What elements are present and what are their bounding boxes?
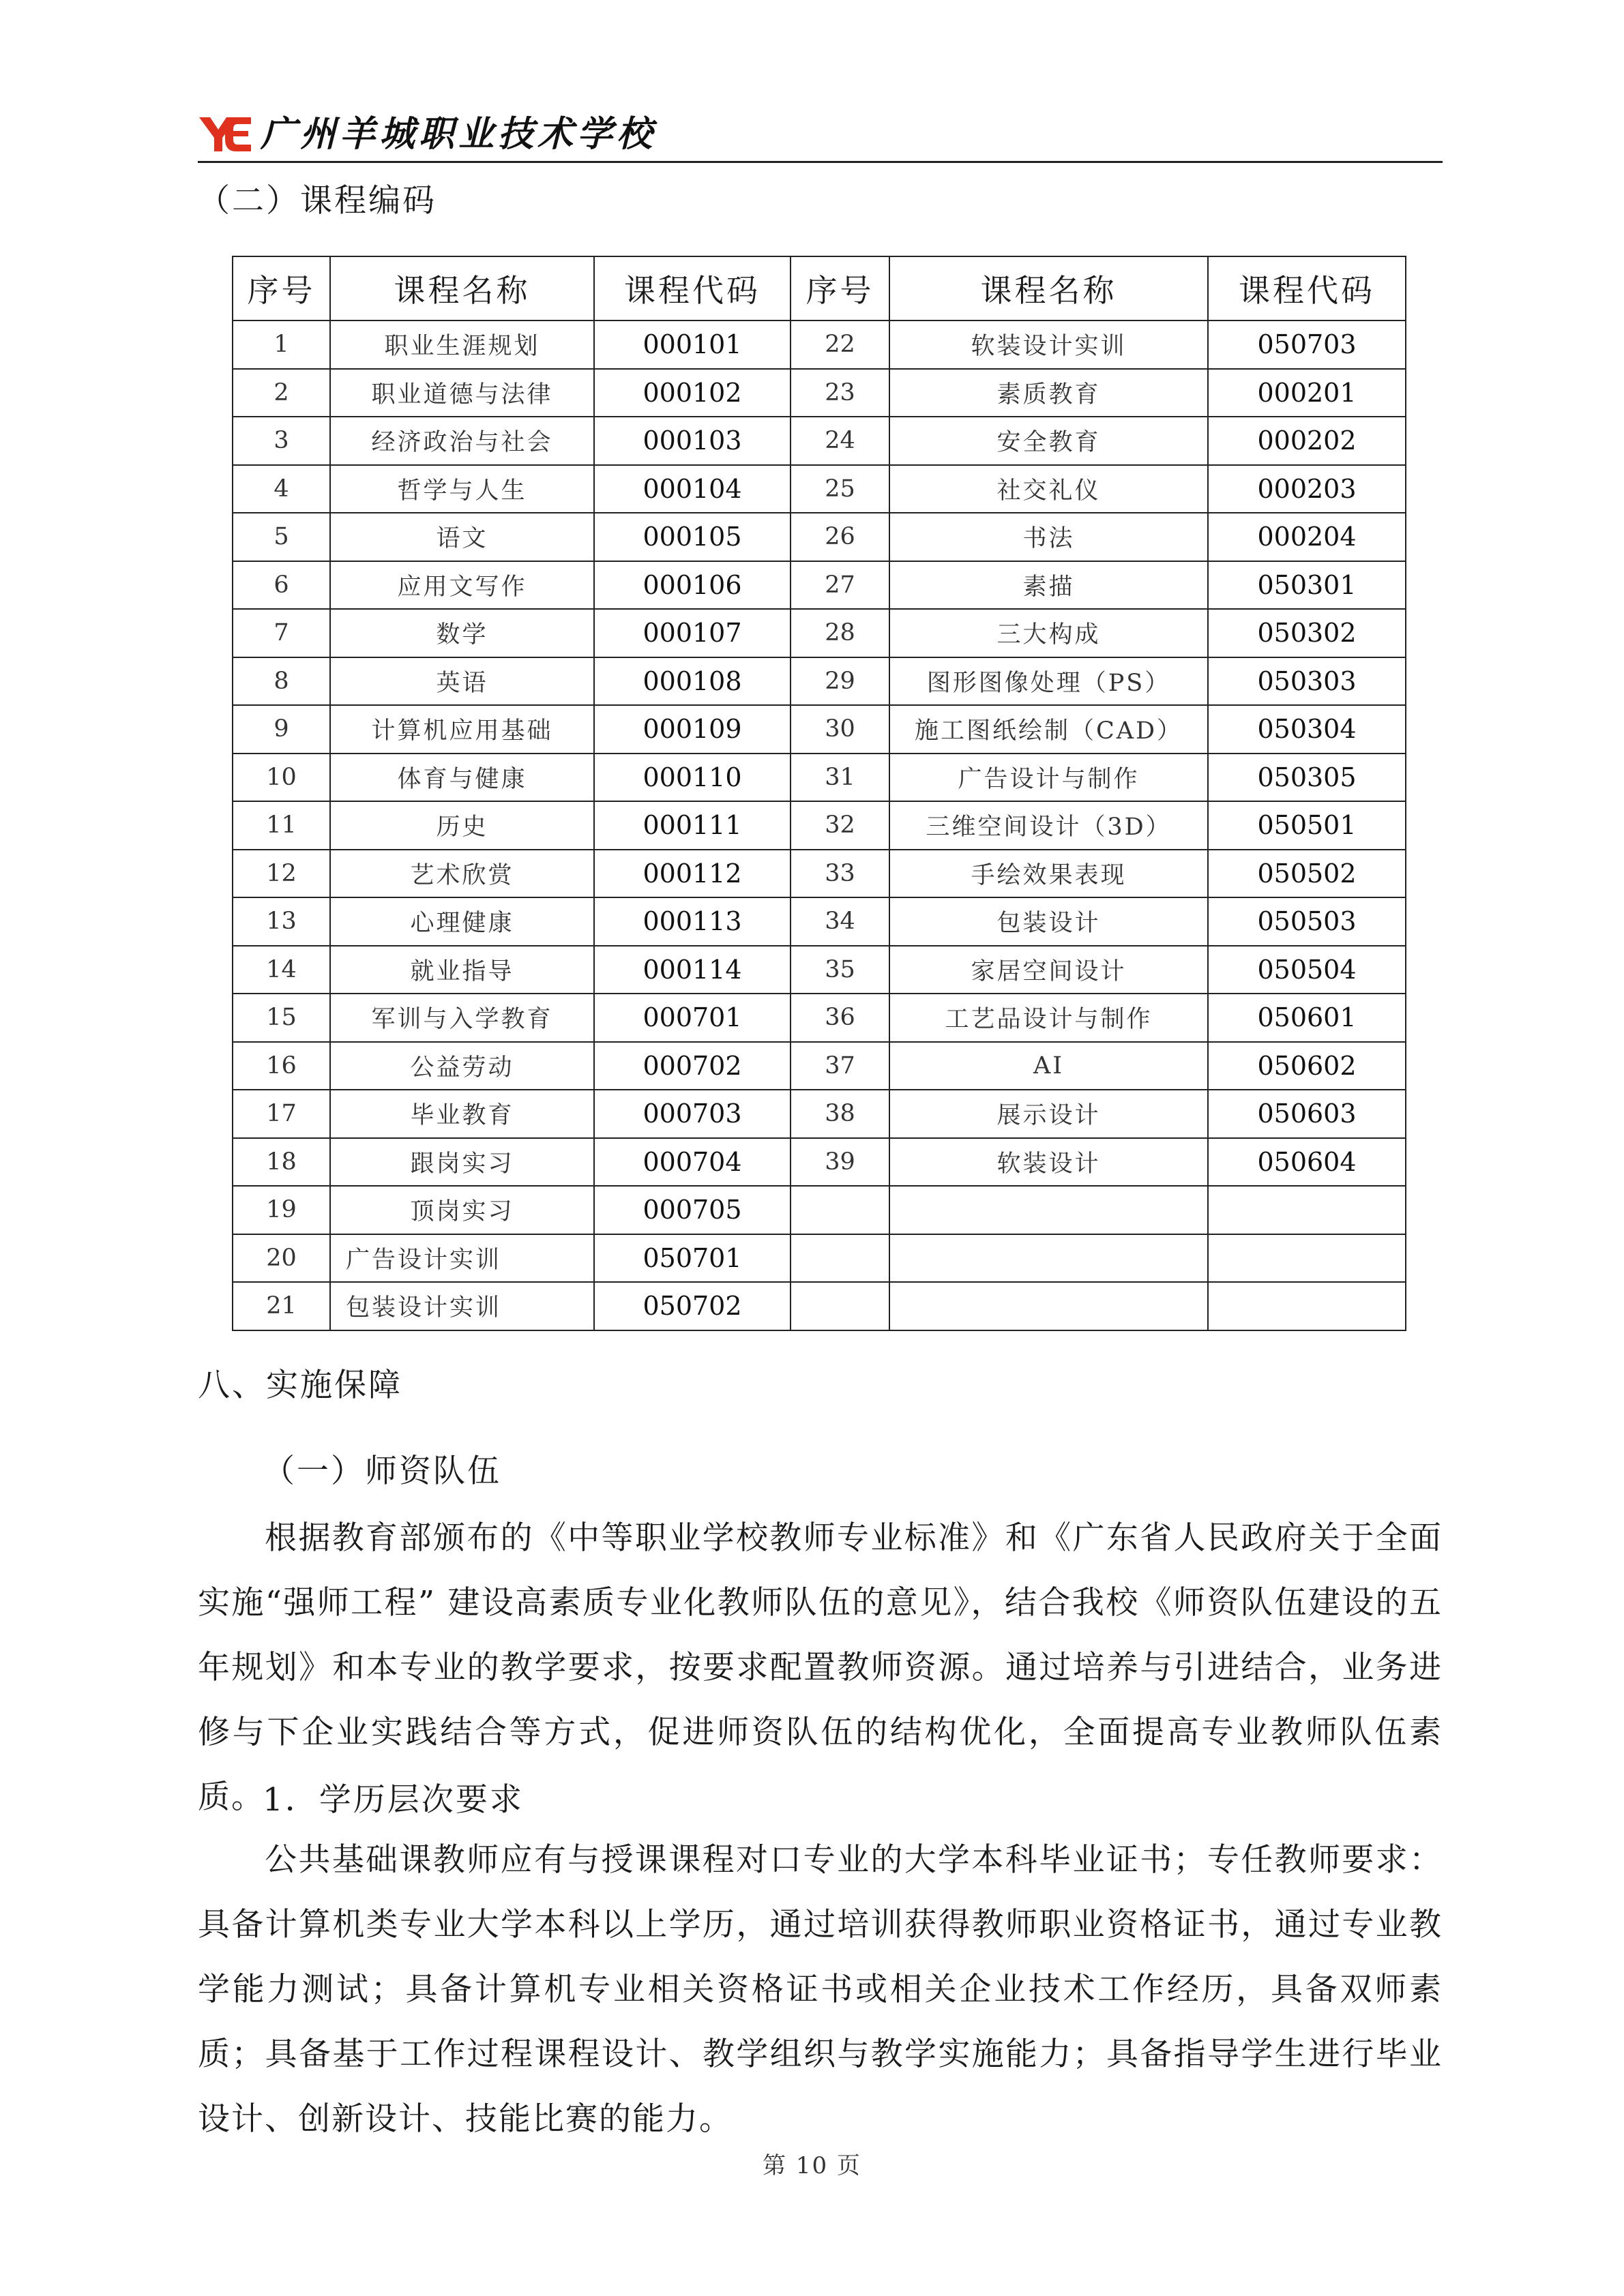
course-code-cell: 050701	[594, 1234, 791, 1283]
seq-cell: 3	[233, 417, 330, 465]
course-name-cell: 包装设计实训	[330, 1282, 594, 1330]
course-name-cell: 三大构成	[889, 609, 1208, 657]
course-code-cell: 000107	[594, 609, 791, 657]
seq-cell: 18	[233, 1138, 330, 1187]
course-name-cell: 施工图纸绘制（CAD）	[889, 705, 1208, 754]
course-code-cell: 000201	[1208, 369, 1406, 417]
seq-cell: 5	[233, 513, 330, 561]
seq-cell: 32	[791, 801, 889, 850]
seq-cell: 13	[233, 897, 330, 946]
table-header-row	[233, 256, 1406, 320]
course-code-cell: 000109	[594, 705, 791, 754]
header-course-code: 课程代码	[1208, 256, 1406, 320]
table-row	[233, 465, 1406, 513]
course-code-cell: 000203	[1208, 465, 1406, 513]
course-code-cell: 050603	[1208, 1090, 1406, 1138]
course-code-cell: 000202	[1208, 417, 1406, 465]
course-name-cell: 展示设计	[889, 1090, 1208, 1138]
course-code-cell: 000703	[594, 1090, 791, 1138]
table-row	[233, 1138, 1406, 1187]
course-code-cell: 050702	[594, 1282, 791, 1330]
course-code-cell: 000704	[594, 1138, 791, 1187]
school-logo-icon	[198, 115, 252, 154]
course-code-cell: 000113	[594, 897, 791, 946]
seq-cell: 7	[233, 609, 330, 657]
table-row	[233, 1090, 1406, 1138]
school-name: 广州羊城职业技术学校	[261, 113, 657, 155]
course-code-cell: 050502	[1208, 850, 1406, 898]
course-name-cell: 心理健康	[330, 897, 594, 946]
seq-cell: 9	[233, 705, 330, 754]
seq-cell: 39	[791, 1138, 889, 1187]
course-name-cell: 书法	[889, 513, 1208, 561]
table-row	[233, 561, 1406, 610]
course-code-cell	[1208, 1234, 1406, 1283]
course-code-cell: 000701	[594, 994, 791, 1042]
course-code-cell: 000705	[594, 1186, 791, 1234]
table-row	[233, 946, 1406, 994]
course-name-cell: 经济政治与社会	[330, 417, 594, 465]
course-name-cell: 素质教育	[889, 369, 1208, 417]
course-name-cell: 英语	[330, 657, 594, 706]
seq-cell: 29	[791, 657, 889, 706]
course-name-cell: 顶岗实习	[330, 1186, 594, 1234]
seq-cell: 6	[233, 561, 330, 610]
seq-cell: 8	[233, 657, 330, 706]
course-code-cell: 000112	[594, 850, 791, 898]
seq-cell: 20	[233, 1234, 330, 1283]
course-name-cell: 计算机应用基础	[330, 705, 594, 754]
course-code-cell: 000104	[594, 465, 791, 513]
seq-cell	[791, 1186, 889, 1234]
course-name-cell: 工艺品设计与制作	[889, 994, 1208, 1042]
header-divider	[198, 161, 1443, 163]
header-course-name: 课程名称	[330, 256, 594, 320]
header-course-name: 课程名称	[889, 256, 1208, 320]
page-header	[198, 109, 1443, 161]
course-code-cell: 000108	[594, 657, 791, 706]
course-code-cell: 050302	[1208, 609, 1406, 657]
table-row	[233, 801, 1406, 850]
table-row	[233, 369, 1406, 417]
seq-cell: 23	[791, 369, 889, 417]
seq-cell: 25	[791, 465, 889, 513]
seq-cell: 16	[233, 1042, 330, 1090]
seq-cell: 22	[791, 320, 889, 369]
seq-cell: 10	[233, 754, 330, 802]
course-code-cell	[1208, 1186, 1406, 1234]
header-seq: 序号	[233, 256, 330, 320]
course-name-cell: 军训与入学教育	[330, 994, 594, 1042]
seq-cell: 14	[233, 946, 330, 994]
table-row	[233, 897, 1406, 946]
course-name-cell: 体育与健康	[330, 754, 594, 802]
course-code-cell: 050303	[1208, 657, 1406, 706]
course-name-cell: 就业指导	[330, 946, 594, 994]
course-code-cell: 050504	[1208, 946, 1406, 994]
seq-cell: 4	[233, 465, 330, 513]
table-row	[233, 1282, 1406, 1330]
course-name-cell: AI	[889, 1042, 1208, 1090]
seq-cell	[791, 1282, 889, 1330]
table-row	[233, 417, 1406, 465]
course-code-cell	[1208, 1282, 1406, 1330]
course-code-cell: 000105	[594, 513, 791, 561]
course-name-cell: 广告设计实训	[330, 1234, 594, 1283]
page-number: 第 10 页	[763, 2152, 861, 2179]
course-name-cell: 数学	[330, 609, 594, 657]
course-code-cell: 050703	[1208, 320, 1406, 369]
course-code-cell: 050305	[1208, 754, 1406, 802]
seq-cell: 17	[233, 1090, 330, 1138]
course-name-cell: 哲学与人生	[330, 465, 594, 513]
course-name-cell: 跟岗实习	[330, 1138, 594, 1187]
seq-cell: 19	[233, 1186, 330, 1234]
course-code-cell: 000110	[594, 754, 791, 802]
course-name-cell: 软装设计实训	[889, 320, 1208, 369]
table-row	[233, 1042, 1406, 1090]
course-name-cell	[889, 1234, 1208, 1283]
faculty-paragraph: 根据教育部颁布的《中等职业学校教师专业标准》和《广东省人民政府关于全面实施“强师工程” 建设高素质专业化教师队伍的意见》，结合我校《师资队伍建设的五年规划》和本专业的教学要求，按要求配置教师资源。通过培养与引进结合，业务进修与下企业实践结合等方式，促进师资队伍的结构优化，全面提高专业教师队伍素质。	[198, 1519, 1443, 1816]
seq-cell: 38	[791, 1090, 889, 1138]
table-row	[233, 657, 1406, 706]
course-name-cell: 应用文写作	[330, 561, 594, 610]
seq-cell: 12	[233, 850, 330, 898]
seq-cell: 24	[791, 417, 889, 465]
seq-cell: 34	[791, 897, 889, 946]
seq-cell: 2	[233, 369, 330, 417]
table-row	[233, 994, 1406, 1042]
course-code-cell: 000102	[594, 369, 791, 417]
course-name-cell: 职业道德与法律	[330, 369, 594, 417]
course-code-cell: 000204	[1208, 513, 1406, 561]
course-code-cell: 050503	[1208, 897, 1406, 946]
seq-cell: 26	[791, 513, 889, 561]
course-code-cell: 000101	[594, 320, 791, 369]
seq-cell: 28	[791, 609, 889, 657]
seq-cell: 31	[791, 754, 889, 802]
course-code-cell: 050602	[1208, 1042, 1406, 1090]
education-requirement-title: 1．学历层次要求	[263, 1781, 524, 1819]
implementation-heading: 八、实施保障	[198, 1367, 402, 1404]
course-name-cell: 包装设计	[889, 897, 1208, 946]
seq-cell: 15	[233, 994, 330, 1042]
course-name-cell: 公益劳动	[330, 1042, 594, 1090]
course-name-cell: 社交礼仪	[889, 465, 1208, 513]
course-name-cell: 三维空间设计（3D）	[889, 801, 1208, 850]
seq-cell: 11	[233, 801, 330, 850]
course-code-cell: 050604	[1208, 1138, 1406, 1187]
course-code-cell: 050304	[1208, 705, 1406, 754]
course-code-table	[232, 256, 1406, 1331]
course-name-cell: 职业生涯规划	[330, 320, 594, 369]
course-name-cell: 图形图像处理（PS）	[889, 657, 1208, 706]
seq-cell: 30	[791, 705, 889, 754]
table-row	[233, 754, 1406, 802]
header-course-code: 课程代码	[594, 256, 791, 320]
table-row	[233, 1186, 1406, 1234]
course-code-cell: 000111	[594, 801, 791, 850]
seq-cell: 1	[233, 320, 330, 369]
education-requirement-paragraph: 公共基础课教师应有与授课课程对口专业的大学本科毕业证书；专任教师要求：具备计算机类专业大学本科以上学历，通过培训获得教师职业资格证书，通过专业教学能力测试；具备计算机专业相关资格证书或相关企业技术工作经历，具备双师素质；具备基于工作过程课程设计、教学组织与教学实施能力；具备指导学生进行毕业设计、创新设计、技能比赛的能力。	[198, 1841, 1443, 2138]
course-name-cell: 艺术欣赏	[330, 850, 594, 898]
course-name-cell: 软装设计	[889, 1138, 1208, 1187]
seq-cell: 27	[791, 561, 889, 610]
course-code-cell: 050601	[1208, 994, 1406, 1042]
course-name-cell: 语文	[330, 513, 594, 561]
header-seq: 序号	[791, 256, 889, 320]
course-name-cell	[889, 1186, 1208, 1234]
course-name-cell: 素描	[889, 561, 1208, 610]
course-name-cell: 安全教育	[889, 417, 1208, 465]
course-name-cell: 家居空间设计	[889, 946, 1208, 994]
table-row	[233, 850, 1406, 898]
seq-cell: 37	[791, 1042, 889, 1090]
course-name-cell: 手绘效果表现	[889, 850, 1208, 898]
course-code-cell: 000114	[594, 946, 791, 994]
table-row	[233, 513, 1406, 561]
course-name-cell: 历史	[330, 801, 594, 850]
course-code-cell: 000702	[594, 1042, 791, 1090]
table-row	[233, 705, 1406, 754]
course-code-cell: 000106	[594, 561, 791, 610]
course-code-cell: 000103	[594, 417, 791, 465]
seq-cell: 36	[791, 994, 889, 1042]
course-code-cell: 050301	[1208, 561, 1406, 610]
seq-cell: 33	[791, 850, 889, 898]
faculty-subheading: （一）师资队伍	[263, 1452, 501, 1490]
course-code-cell: 050501	[1208, 801, 1406, 850]
seq-cell: 21	[233, 1282, 330, 1330]
course-code-heading: （二）课程编码	[198, 182, 437, 220]
seq-cell: 35	[791, 946, 889, 994]
course-name-cell: 广告设计与制作	[889, 754, 1208, 802]
table-row	[233, 609, 1406, 657]
course-name-cell: 毕业教育	[330, 1090, 594, 1138]
table-row	[233, 320, 1406, 369]
seq-cell	[791, 1234, 889, 1283]
table-row	[233, 1234, 1406, 1283]
course-name-cell	[889, 1282, 1208, 1330]
